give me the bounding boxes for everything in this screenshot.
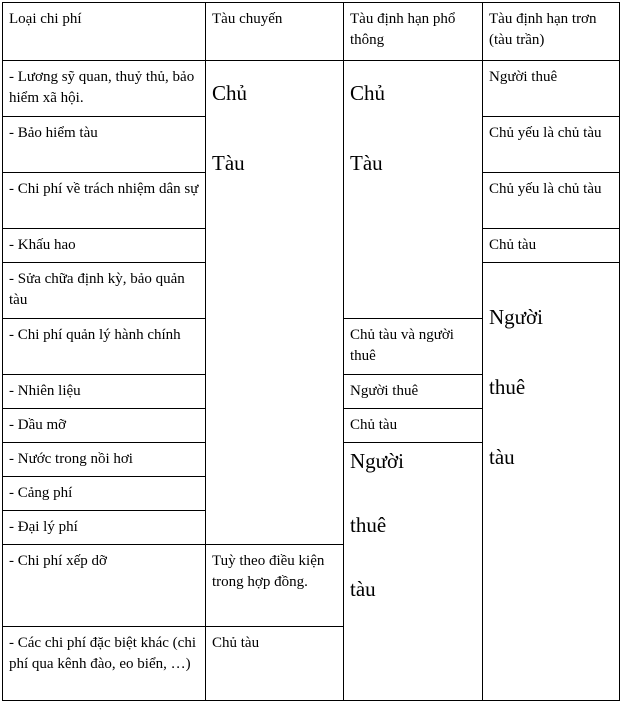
- bareboat-cell: Chủ tàu: [483, 229, 620, 263]
- voyage-charter-cell: Chủ tàu: [206, 627, 344, 701]
- merged-line: thuê: [489, 375, 526, 399]
- merged-line: thuê: [350, 513, 387, 537]
- cost-allocation-table: [2, 2, 620, 701]
- merged-line: tàu: [350, 577, 376, 601]
- bareboat-cell: Người thuê: [483, 61, 620, 117]
- bareboat-charterer-merged-cell: [483, 263, 620, 701]
- cost-item-label: - Chi phí quản lý hành chính: [3, 319, 206, 375]
- merged-line: Người: [350, 449, 404, 473]
- cost-item-label: - Chi phí về trách nhiệm dân sự: [3, 173, 206, 229]
- cost-item-label: - Nhiên liệu: [3, 375, 206, 409]
- header-row: [3, 3, 620, 61]
- cost-item-label: - Đại lý phí: [3, 511, 206, 545]
- merged-line: Tàu: [212, 151, 245, 175]
- time-charter-cell: Người thuê: [344, 375, 483, 409]
- time-charter-cell: Chủ tàu: [344, 409, 483, 443]
- cost-item-label: - Bảo hiểm tàu: [3, 117, 206, 173]
- header-voyage-charter: Tàu chuyến: [206, 3, 344, 61]
- cost-item-label: - Chi phí xếp dỡ: [3, 545, 206, 627]
- time-charterer-merged-cell: [344, 443, 483, 701]
- cost-item-label: - Các chi phí đặc biệt khác (chi phí qua kênh đào, eo biển, …): [3, 627, 206, 701]
- header-cost-type: Loại chi phí: [3, 3, 206, 61]
- cost-item-label: - Nước trong nồi hơi: [3, 443, 206, 477]
- merged-line: Chủ: [212, 81, 248, 105]
- cost-item-label: - Dầu mỡ: [3, 409, 206, 443]
- cost-item-label: - Lương sỹ quan, thuỷ thủ, bảo hiểm xã hội.: [3, 61, 206, 117]
- header-time-charter: Tàu định hạn phổ thông: [344, 3, 483, 61]
- time-charter-cell: Chủ tàu và người thuê: [344, 319, 483, 375]
- cost-item-label: - Sửa chữa định kỳ, bảo quản tàu: [3, 263, 206, 319]
- header-bareboat-charter: Tàu định hạn trơn (tàu trần): [483, 3, 620, 61]
- cost-item-label: - Khấu hao: [3, 229, 206, 263]
- cost-item-label: - Cảng phí: [3, 477, 206, 511]
- merged-line: tàu: [489, 445, 515, 469]
- voyage-charter-cell: Tuỳ theo điều kiện trong hợp đồng.: [206, 545, 344, 627]
- bareboat-cell: Chủ yếu là chủ tàu: [483, 173, 620, 229]
- merged-line: Chủ: [350, 81, 386, 105]
- voyage-shipowner-merged-cell: [206, 61, 344, 545]
- table-row: [3, 61, 620, 117]
- merged-line: Tàu: [350, 151, 383, 175]
- merged-line: Người: [489, 305, 543, 329]
- bareboat-cell: Chủ yếu là chủ tàu: [483, 117, 620, 173]
- time-shipowner-merged-cell: [344, 61, 483, 319]
